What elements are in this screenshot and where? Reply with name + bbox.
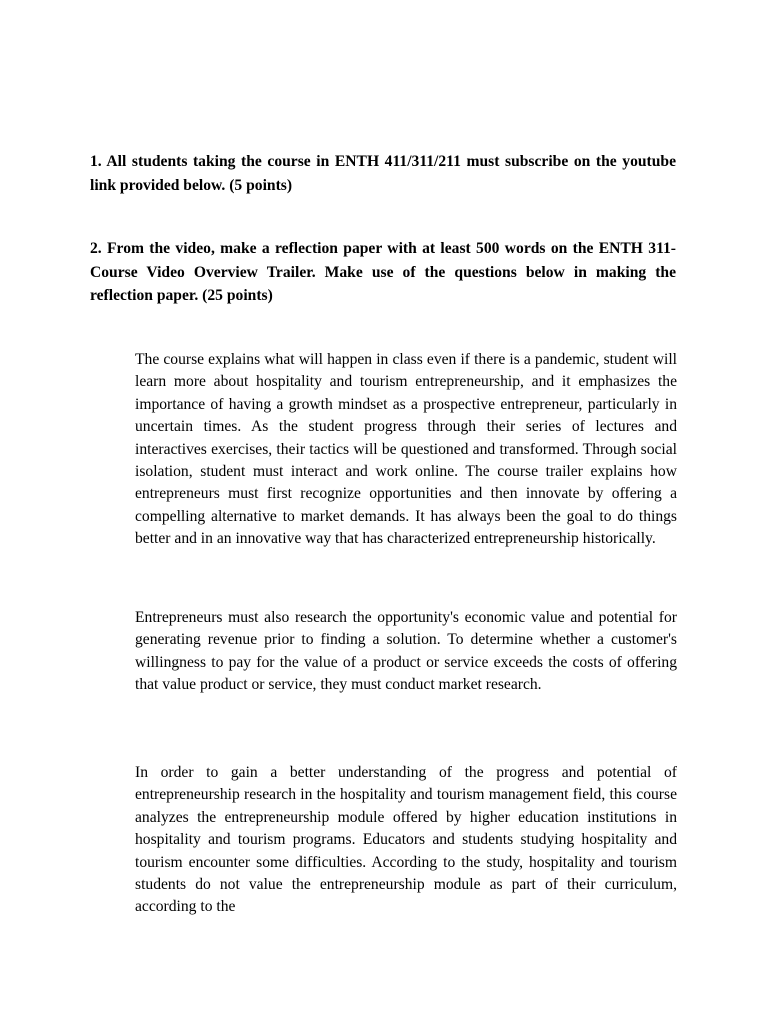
reflection-paragraph-3: In order to gain a better understanding of the progress and potential of entrepreneurship research in the hospitality and tourism management field, this course analyzes the entrepreneurship module offered by higher education institutions in hospitality and tourism programs. Educators and students studying hospitality and tourism encounter some difficulties. According to the study, hospitality and tourism students do not value the entrepreneurship module as part of their curriculum, according to the <box>135 764 677 916</box>
question-2: 2. From the video, make a reflection paper with at least 500 words on the ENTH 311- Course Video Overview Trailer. Make use of the questions below in making the reflection paper. (25 points) <box>90 240 676 304</box>
question-1: 1. All students taking the course in ENTH 411/311/211 must subscribe on the youtube link provided below. (5 points) <box>90 153 676 194</box>
reflection-paragraph-1: The course explains what will happen in class even if there is a pandemic, student will learn more about hospitality and tourism entrepreneurship, and it emphasizes the importance of having a growth mindset as a prospective entrepreneur, particularly in uncertain times. As the student progress through their series of lectures and interactives exercises, their tactics will be questioned and transformed. Through social isolation, student must interact and work online. The course trailer explains how entrepreneurs must first recognize opportunities and then innovate by offering a compelling alternative to market demands. It has always been the goal to do things better and in an innovative way that has characterized entrepreneurship historically. <box>135 351 677 548</box>
reflection-paragraph-2: Entrepreneurs must also research the opportunity's economic value and potential for generating revenue prior to finding a solution. To determine whether a customer's willingness to pay for the value of a product or service exceeds the costs of offering that value product or service, they must conduct market research. <box>135 609 677 694</box>
